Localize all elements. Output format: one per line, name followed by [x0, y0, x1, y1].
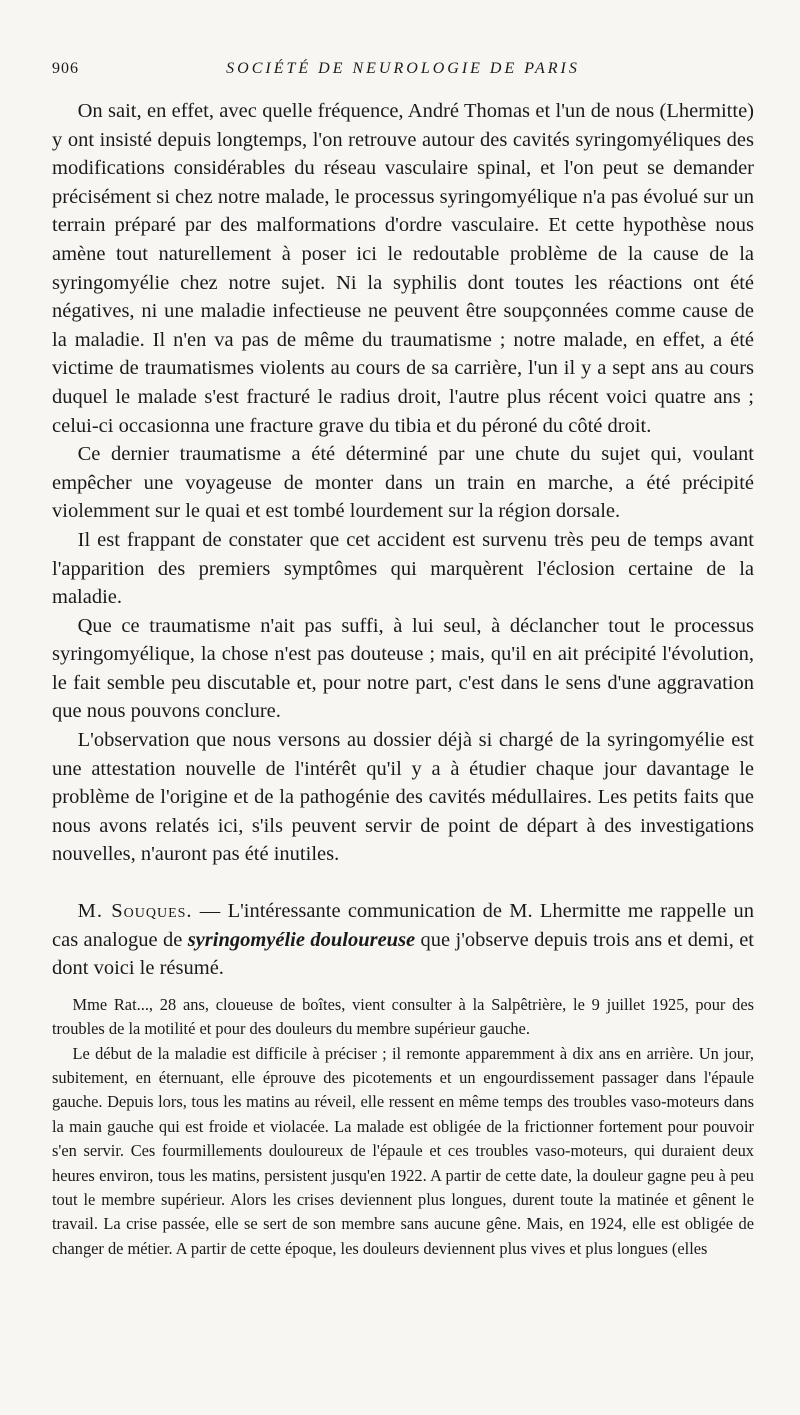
running-title: SOCIÉTÉ DE NEUROLOGIE DE PARIS [226, 60, 580, 77]
case-paragraph: Le début de la maladie est difficile à préciser ; il remonte apparemment à dix ans en arrière. Un jour, subitement, en éternuant, elle éprouve des picotements et un engourdissement passager dans l'épaule gauche. Depuis lors, tous les matins au réveil, elle ressent en même temps des troubles vaso-moteurs dans la main gauche qui est froide et violacée. La malade est obligée de la frictionner fortement pour pouvoir s'en servir. Ces fourmillements douloureux de l'épaule et ces troubles vaso-moteurs, qui duraient deux heures environ, tous les matins, persistent jusqu'en 1922. A partir de cette date, la douleur gagne peu à peu tout le membre supérieur. Alors les crises deviennent plus longues, durent toute la matinée et gênent le travail. La crise passée, elle se sert de son membre sans aucune gêne. Mais, en 1924, elle est obligée de changer de métier. A partir de cette époque, les douleurs deviennent plus vives et plus longues (elles [52, 1043, 754, 1258]
dash: — [192, 900, 228, 923]
souques-text: L'intéressante communication de M. Lhermitte me rappelle un cas analogue de [52, 900, 754, 951]
case-paragraph: Mme Rat..., 28 ans, cloueuse de boîtes, vient consulter à la Salpêtrière, le 9 juillet 1925, pour des troubles de la motilité et pour des douleurs du membre supérieur gauche. [52, 994, 754, 1039]
paragraph: Ce dernier traumatisme a été déterminé par une chute du sujet qui, voulant empêcher une voyageuse de monter dans un train en marche, a été précipité violemment sur le quai et est tombé lourdement sur la région dorsale. [52, 443, 754, 523]
article-body [52, 97, 754, 1261]
page-header [52, 60, 754, 86]
souques-text-end: que j'observe depuis trois ans et demi, et dont voici le résumé. [52, 928, 754, 980]
paragraph: Il est frappant de constater que cet accident est survenu très peu de temps avant l'apparition des premiers symptômes qui marquèrent l'éclosion certaine de la maladie. [52, 528, 754, 609]
paragraph: On sait, en effet, avec quelle fréquence, André Thomas et l'un de nous (Lhermitte) y ont insisté depuis longtemps, l'on retrouve autour des cavités syringomyéliques des modifications considérables du réseau vasculaire spinal, et l'on peut se demander précisément si chez notre malade, le processus syringomyélique n'a pas évolué sur un terrain préparé par des malformations d'ordre vasculaire. Et cette hypothèse nous amène tout naturellement à poser ici le redoutable problème de la cause de la syringomyélie chez notre sujet. Ni la syphilis dont toutes les réactions ont été négatives, ni une maladie infectieuse ne peuvent être soupçonnées comme cause de la maladie. Il n'en va pas de même du traumatisme ; notre malade, en effet, a été victime de traumatismes violents au cours de sa carrière, l'un il y a sept ans au cours duquel le malade s'est fracturé le radius droit, l'autre plus récent voici quatre ans ; celui-ci occasionna une fracture grave du tibia et du péroné du côté droit. [52, 100, 754, 437]
page-number: 906 [52, 60, 79, 77]
section-gap [52, 869, 754, 897]
emphasis-term: syringomyélie douloureuse [187, 928, 416, 951]
spacer [52, 983, 754, 993]
paragraph: L'observation que nous versons au dossier déjà si chargé de la syringomyélie est une attestation nouvelle de l'intérêt qu'il y a à étudier chaque jour davantage le problème de l'origine et de la pathogénie des cavités médullaires. Les petits faits que nous avons relatés ici, s'ils peuvent servir de point de départ à des investigations nouvelles, n'auront pas été inutiles. [52, 729, 754, 866]
speaker-name: M. Souques. [77, 900, 193, 923]
souques-paragraph [52, 897, 754, 983]
paragraph: Que ce traumatisme n'ait pas suffi, à lui seul, à déclancher tout le processus syringomyélique, la chose n'est pas douteuse ; mais, qu'il en ait précipité l'évolution, le fait semble peu discutable et, pour notre part, c'est dans le sens d'une aggravation que nous pouvons conclure. [52, 614, 754, 723]
